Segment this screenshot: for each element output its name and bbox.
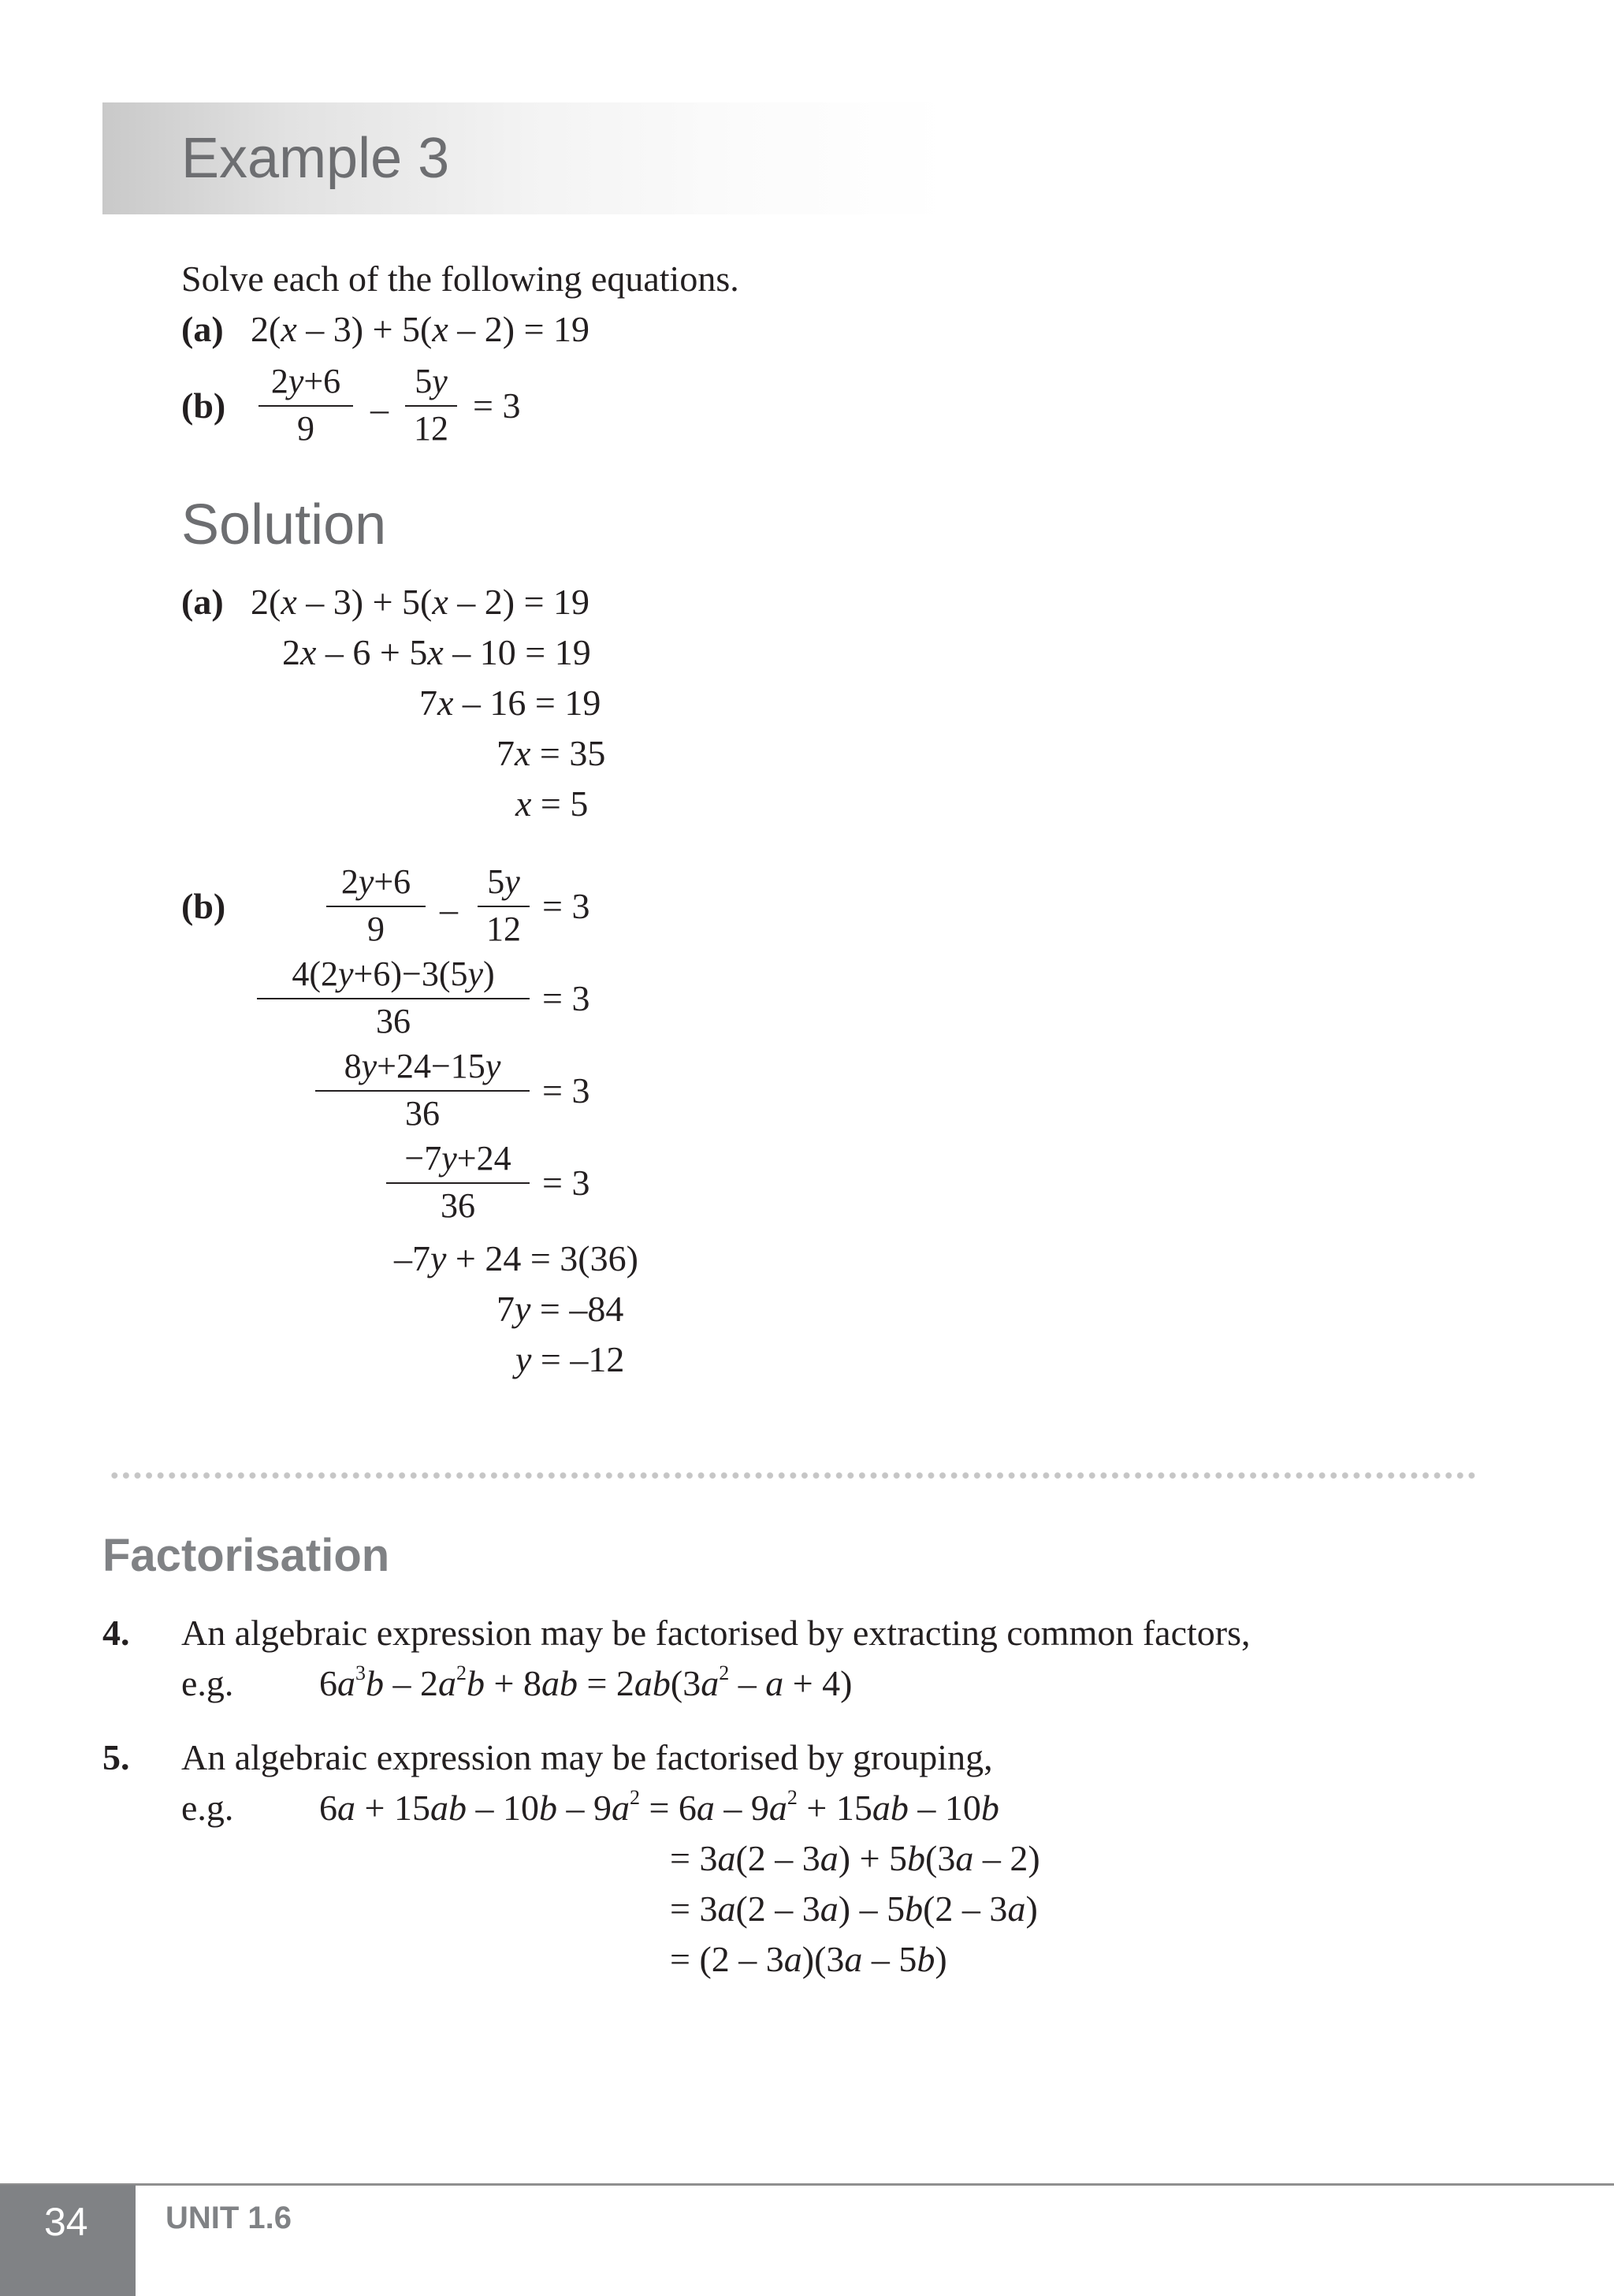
point-4-text: An algebraic expression may be factorised by extracting common factors, — [181, 1613, 1251, 1653]
solution-b-step-4-fraction: −7y+24 36 — [386, 1141, 530, 1223]
solution-b-step-1-fraction-1: 2y+6 9 — [326, 865, 426, 947]
solution-a-step-1: 2(x – 3) + 5(x – 2) = 19 — [251, 582, 590, 622]
question-b-equals: = 3 — [473, 385, 521, 426]
solution-a-step-4: 7x = 35 — [496, 733, 606, 773]
solution-b-label: (b) — [181, 886, 226, 926]
page-number: 34 — [44, 2200, 88, 2244]
section-divider — [109, 1472, 1476, 1479]
question-a-label: (a) — [181, 309, 224, 349]
question-b-fraction-1: 2y+6 9 — [258, 364, 353, 446]
question-a-equation: 2(x – 3) + 5(x – 2) = 19 — [251, 309, 590, 349]
solution-b-step-2-fraction: 4(2y+6)−3(5y) 36 — [257, 957, 530, 1039]
solution-b-step-7: y = –12 — [515, 1339, 625, 1379]
solution-b-step-6: 7y = –84 — [496, 1289, 624, 1329]
point-4-number: 4. — [102, 1613, 130, 1653]
solution-b-step-2-equals: = 3 — [542, 978, 590, 1018]
point-5-step-1: $6a + 15ab - 10b - 9a^2 = 6a - 9a^2 + 15ab - 10b$ — [319, 1786, 999, 1828]
point-5-step-4: = (2 – 3a)(3a – 5b) — [670, 1939, 947, 1979]
solution-b-step-1-fraction-2: 5y 12 — [478, 865, 530, 947]
question-b-label: (b) — [181, 385, 226, 426]
solution-b-step-4-equals: = 3 — [542, 1163, 590, 1203]
solution-b-step-3-equals: = 3 — [542, 1070, 590, 1111]
question-b-minus: – — [370, 389, 389, 429]
question-prompt: Solve each of the following equations. — [181, 259, 739, 299]
point-5-number: 5. — [102, 1737, 130, 1777]
solution-title: Solution — [181, 493, 387, 556]
point-5-eg-label: e.g. — [181, 1788, 234, 1828]
solution-a-step-2: 2x – 6 + 5x – 10 = 19 — [282, 632, 591, 672]
point-5-step-3: = 3a(2 – 3a) – 5b(2 – 3a) — [670, 1889, 1038, 1929]
question-b-fraction-2: 5y 12 — [405, 364, 457, 446]
section-title: Factorisation — [102, 1530, 390, 1581]
solution-b-step-1-minus: – — [440, 889, 458, 929]
point-5-text: An algebraic expression may be factorised by grouping, — [181, 1737, 993, 1777]
solution-a-step-3: 7x – 16 = 19 — [419, 683, 601, 723]
solution-b-step-3-fraction: 8y+24−15y 36 — [315, 1049, 530, 1131]
solution-b-step-5: –7y + 24 = 3(36) — [394, 1238, 638, 1278]
solution-a-step-5: x = 5 — [515, 783, 589, 824]
unit-label: UNIT 1.6 — [165, 2201, 292, 2235]
solution-b-step-1-equals: = 3 — [542, 886, 590, 926]
point-5-step-2: = 3a(2 – 3a) + 5b(3a – 2) — [670, 1838, 1040, 1878]
footer-rule — [0, 2183, 1614, 2186]
solution-a-label: (a) — [181, 582, 224, 622]
point-4-eg-label: e.g. — [181, 1663, 234, 1703]
point-4-example: $6a^3b - 2a^2b + 8ab = 2ab(3a^2 - a + 4)$ — [319, 1662, 853, 1703]
example-title: Example 3 — [181, 127, 450, 190]
